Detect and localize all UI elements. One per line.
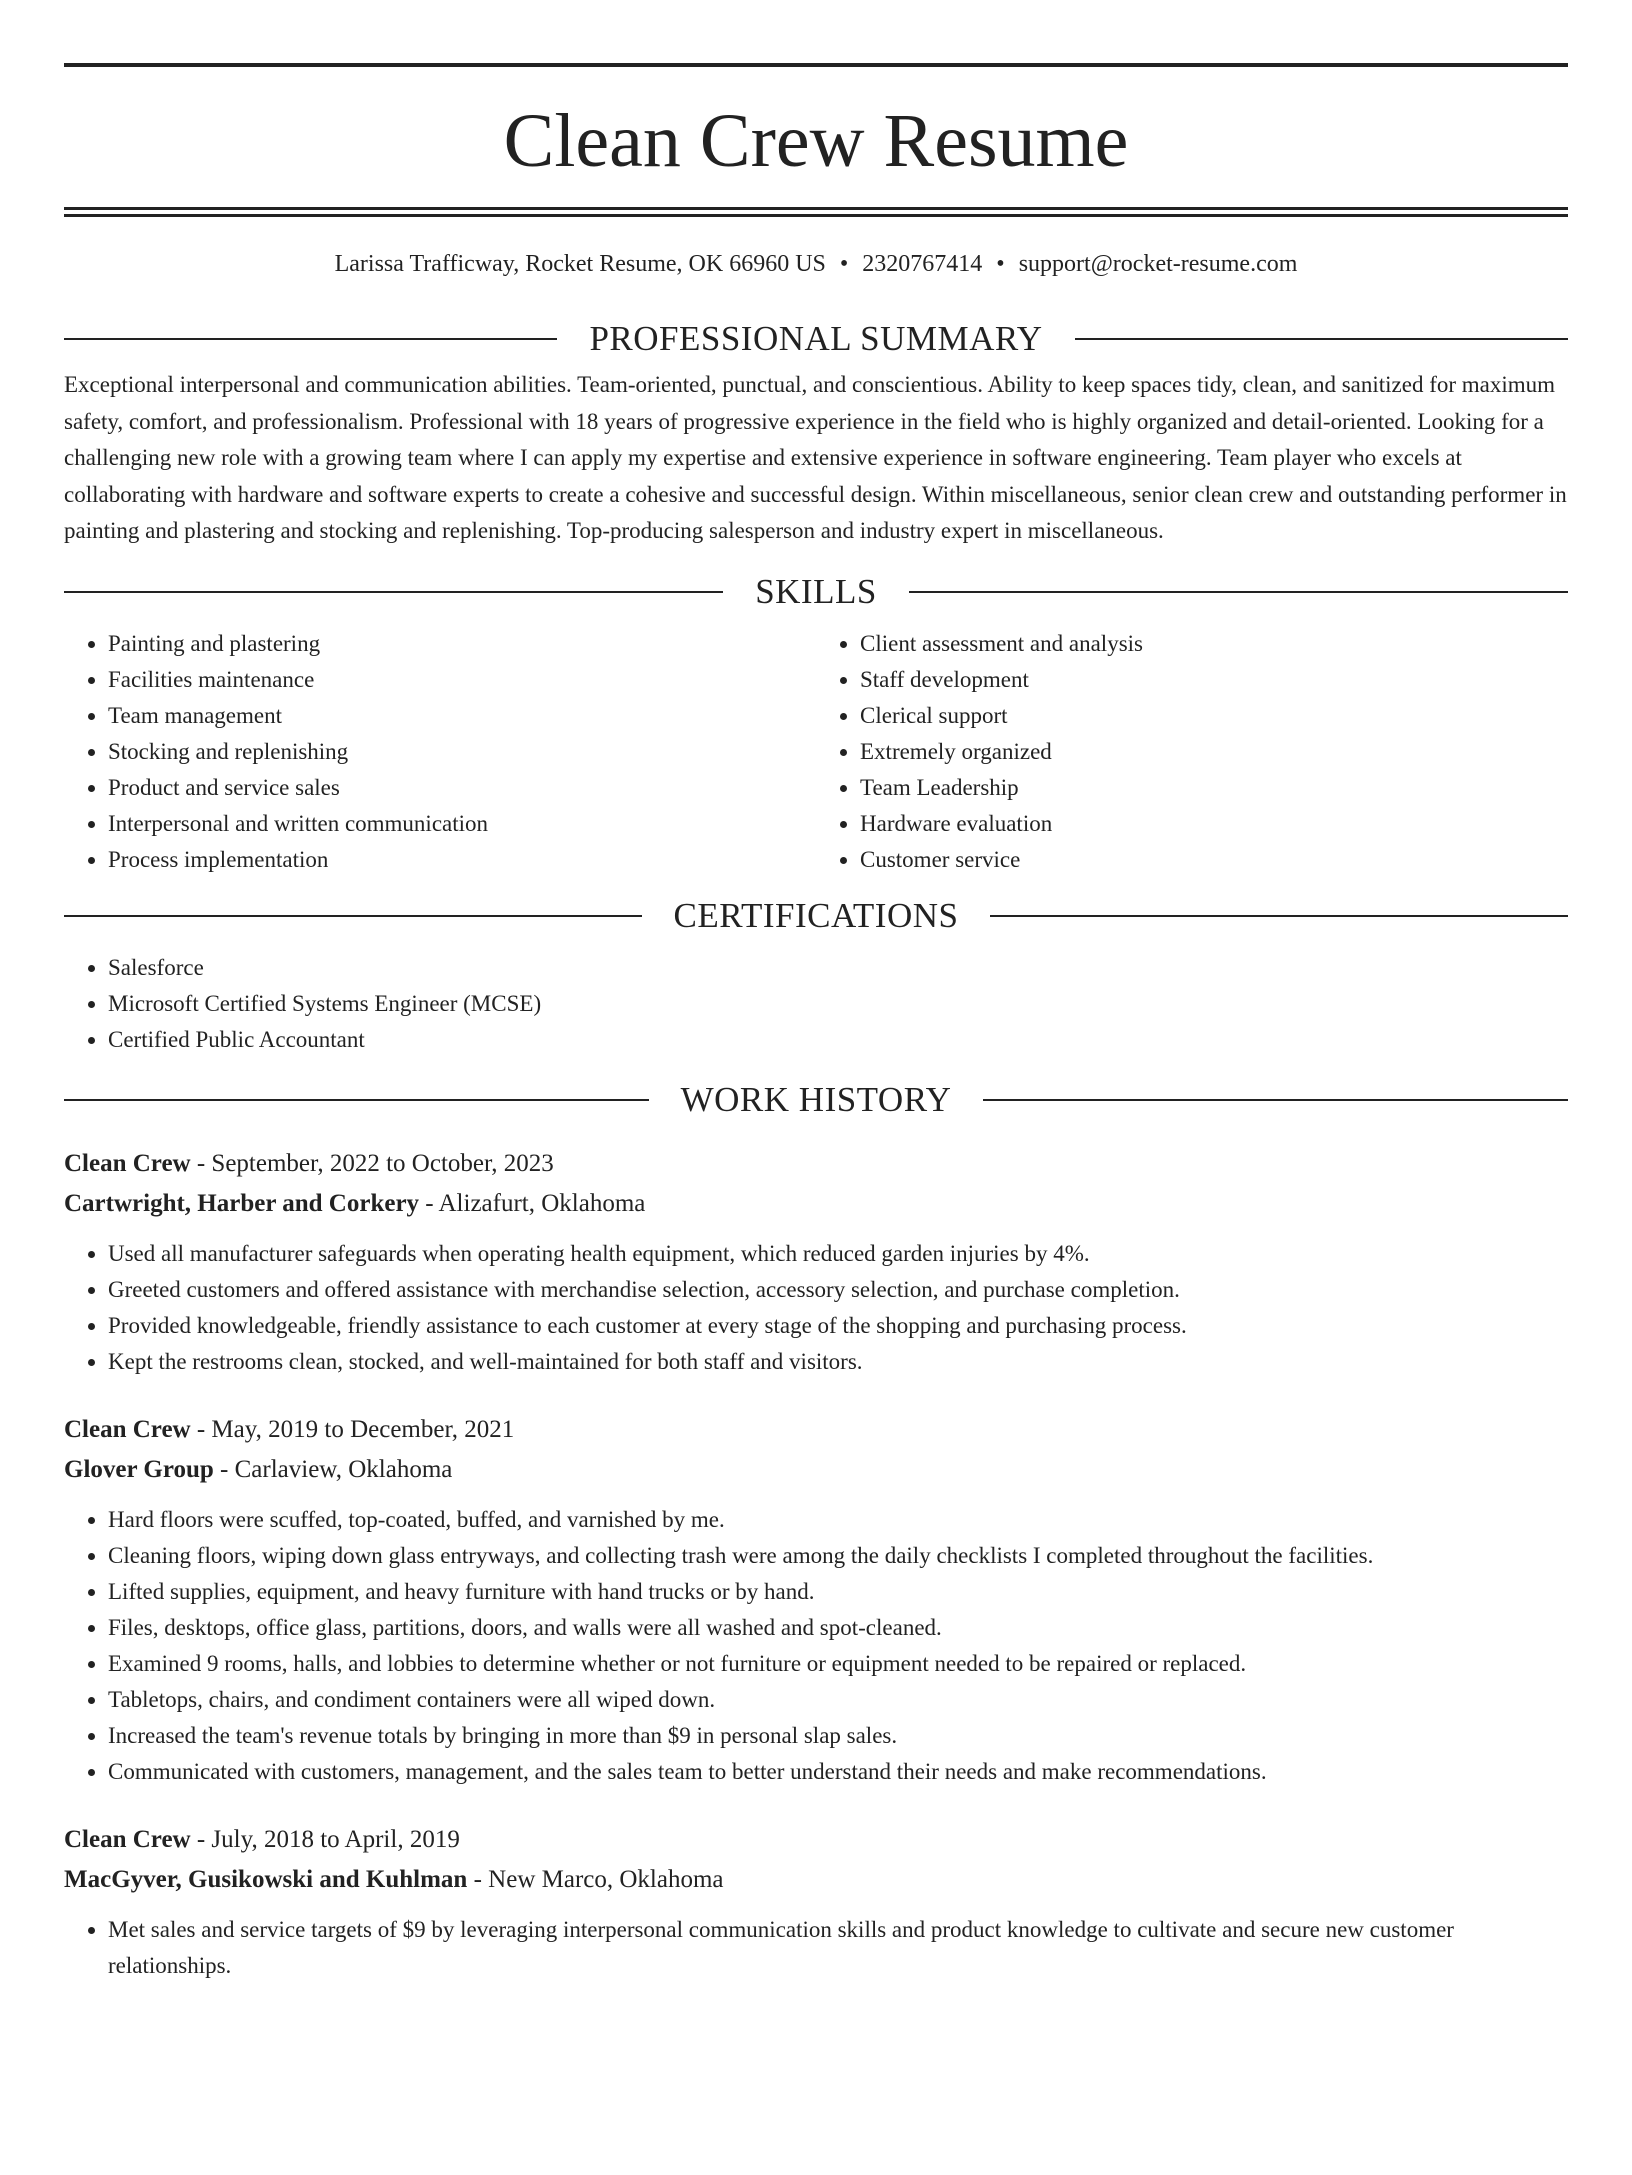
job-company: MacGyver, Gusikowski and Kuhlman [64,1865,468,1893]
certifications-list [64,950,1568,1058]
job-entry [64,1820,1568,1984]
section-header-skills [64,572,1568,612]
section-title-certifications: CERTIFICATIONS [673,895,959,935]
job-title-line [64,1410,1568,1450]
section-header-summary [64,319,1568,359]
job-location: - Carlaview, Oklahoma [213,1455,453,1483]
divider-line [983,1099,1568,1101]
job-entry [64,1410,1568,1790]
divider-line [1075,338,1568,340]
skill-item: • Clerical support [860,698,1568,734]
job-bullet: • Used all manufacturer safeguards when operating health equipment, which reduced garden injuries by 4%. [108,1236,1568,1272]
job-bullet: • Increased the team's revenue totals by bringing in more than $9 in personal slap sales. [108,1718,1568,1754]
contact-separator: • [839,251,849,277]
divider-line [64,591,723,593]
job-dates: - July, 2018 to April, 2019 [190,1825,460,1853]
contact-separator: • [996,251,1005,277]
section-header-certifications [64,896,1568,936]
job-company: Cartwright, Harber and Corkery [64,1189,420,1217]
job-title-line [64,1820,1568,1860]
section-title-work-history: WORK HISTORY [680,1079,952,1119]
job-bullet: • Greeted customers and offered assistance with merchandise selection, accessory selection, and purchase completion. [108,1272,1568,1308]
section-title-skills: SKILLS [755,571,877,611]
job-bullets [64,1502,1568,1790]
job-bullet: • Examined 9 rooms, halls, and lobbies to determine whether or not furniture or equipment needed to be repaired or replaced. [108,1646,1568,1682]
job-entry [64,1144,1568,1380]
job-title: Clean Crew [64,1415,191,1443]
certification-item: • Microsoft Certified Systems Engineer (MCSE) [108,986,1568,1022]
section-title-summary: PROFESSIONAL SUMMARY [589,319,1043,358]
skill-item: • Interpersonal and written communication [108,806,816,842]
job-dates: - September, 2022 to October, 2023 [190,1149,554,1177]
job-bullet: • Kept the restrooms clean, stocked, and well-maintained for both staff and visitors. [108,1344,1568,1380]
skills-list [64,626,1568,878]
job-title: Clean Crew [64,1149,191,1177]
job-dates: - May, 2019 to December, 2021 [190,1415,515,1443]
divider-line [64,1099,649,1101]
double-rule [64,207,1568,217]
job-bullet: • Lifted supplies, equipment, and heavy furniture with hand trucks or by hand. [108,1574,1568,1610]
resume-title: Clean Crew Resume [503,99,1129,183]
job-bullet: • Communicated with customers, management, and the sales team to better understand their needs and make recommendations. [108,1754,1568,1790]
job-bullet: • Met sales and service targets of $9 by leveraging interpersonal communication skills and product knowledge to cultivate and secure new customer relationships. [108,1912,1568,1984]
divider-line [909,591,1568,593]
divider-line [64,338,557,340]
job-bullet: • Cleaning floors, wiping down glass entryways, and collecting trash were among the daily checklists I completed throughout the facilities. [108,1538,1568,1574]
skill-item: • Process implementation [108,842,816,878]
contact-phone: 2320767414 [862,251,983,277]
skill-item: • Hardware evaluation [860,806,1568,842]
job-bullet: • Files, desktops, office glass, partitions, doors, and walls were all washed and spot-cleaned. [108,1610,1568,1646]
job-title: Clean Crew [64,1825,191,1853]
skill-item: • Extremely organized [860,734,1568,770]
contact-address: Larissa Trafficway, Rocket Resume, OK 66960 US [334,251,826,277]
job-location: - Alizafurt, Oklahoma [419,1189,646,1217]
contact-line [64,249,1568,279]
job-company: Glover Group [64,1455,214,1483]
skill-item: • Staff development [860,662,1568,698]
job-bullets [64,1912,1568,1984]
skill-item: • Team management [108,698,816,734]
skill-item: • Painting and plastering [108,626,816,662]
skills-column-left [64,626,816,878]
job-company-line [64,1184,1568,1224]
skill-item: • Stocking and replenishing [108,734,816,770]
divider-line [64,915,642,917]
divider-line [990,915,1568,917]
job-location: - New Marco, Oklahoma [467,1865,724,1893]
skills-column-right [816,626,1568,878]
resume-page [0,63,1632,2175]
summary-text: Exceptional interpersonal and communication abilities. Team-oriented, punctual, and conscientious. Ability to keep spaces tidy, clean, and sanitized for maximum safety, comfort, and professionalism. Professional with 18 years of progressive experience in the field who is highly organized and detail-oriented. Looking for a challenging new role with a growing team where I can apply my expertise and extensive experience in software engineering. Team player who excels at collaborating with hardware and software experts to create a cohesive and successful design. Within miscellaneous, senior clean crew and outstanding performer in painting and plastering and stocking and replenishing. Top-producing salesperson and industry expert in miscellaneous. [64,372,1567,543]
skill-item: • Facilities maintenance [108,662,816,698]
work-history-list [64,1144,1568,1984]
job-bullet: • Tabletops, chairs, and condiment containers were all wiped down. [108,1682,1568,1718]
job-title-line [64,1144,1568,1184]
skill-item: • Product and service sales [108,770,816,806]
job-bullet: • Provided knowledgeable, friendly assistance to each customer at every stage of the shopping and purchasing process. [108,1308,1568,1344]
job-company-line [64,1860,1568,1900]
job-bullet: • Hard floors were scuffed, top-coated, buffed, and varnished by me. [108,1502,1568,1538]
skill-item: • Customer service [860,842,1568,878]
certification-item: • Salesforce [108,950,1568,986]
skill-item: • Team Leadership [860,770,1568,806]
contact-email: support@rocket-resume.com [1018,251,1298,277]
job-bullets [64,1236,1568,1380]
job-company-line [64,1450,1568,1490]
section-header-work-history [64,1080,1568,1120]
certification-item: • Certified Public Accountant [108,1022,1568,1058]
skill-item: • Client assessment and analysis [860,626,1568,662]
